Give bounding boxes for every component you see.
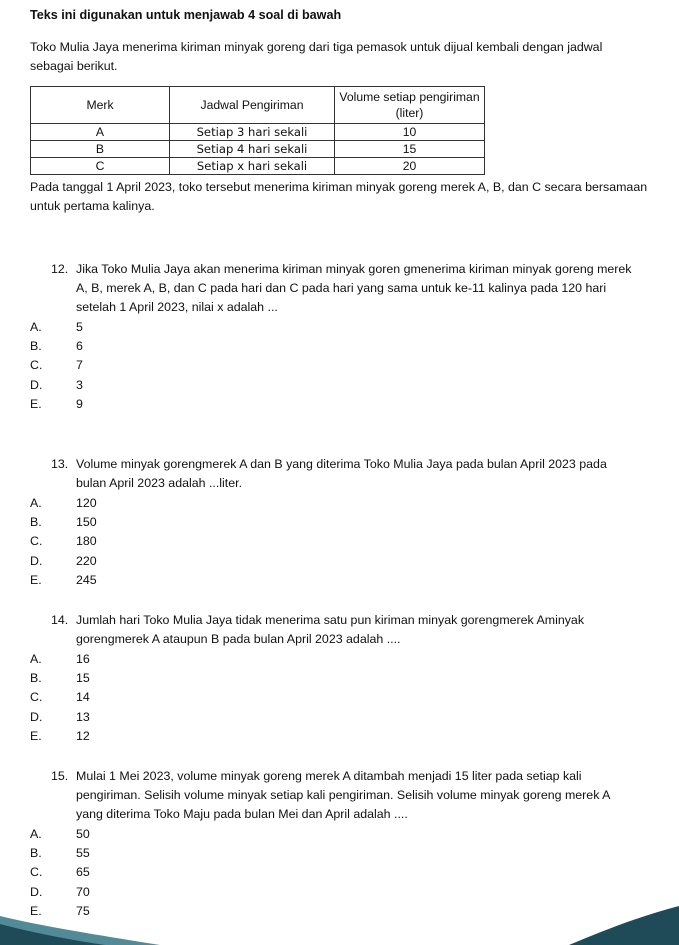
answer-option[interactable] — [30, 863, 640, 882]
question-15 — [30, 767, 640, 921]
table-header-row — [31, 87, 485, 124]
answer-option[interactable] — [30, 727, 640, 746]
cell-merk: C — [31, 158, 170, 175]
answer-option[interactable] — [30, 571, 640, 590]
option-letter: E. — [30, 396, 42, 411]
answer-option[interactable] — [30, 883, 640, 902]
option-letter: A. — [30, 496, 42, 510]
option-value: 180 — [76, 534, 97, 549]
option-list — [30, 494, 640, 590]
answer-option[interactable] — [30, 376, 640, 395]
answer-option[interactable] — [30, 395, 640, 414]
option-letter: C. — [30, 534, 43, 549]
option-letter: D. — [30, 553, 43, 568]
answer-option[interactable] — [30, 688, 640, 707]
question-12 — [30, 260, 640, 414]
option-value: 150 — [76, 515, 97, 530]
answer-option[interactable] — [30, 552, 640, 571]
answer-option[interactable] — [30, 825, 640, 844]
option-value: 5 — [76, 320, 83, 334]
context-note: Pada tanggal 1 April 2023, toko tersebut menerima kiriman minyak goreng merek A, B, dan C secara bersamaan untuk pertama kalinya. — [30, 180, 648, 213]
option-letter: A. — [30, 827, 42, 841]
option-value: 55 — [76, 846, 90, 861]
option-value: 3 — [76, 377, 83, 392]
option-value: 9 — [76, 396, 83, 411]
question-number: 12. — [51, 262, 69, 276]
option-letter: B. — [30, 515, 42, 530]
option-value: 50 — [76, 827, 90, 841]
cell-volume: 20 — [335, 158, 485, 175]
answer-option[interactable] — [30, 650, 640, 669]
question-text: Jumlah hari Toko Mulia Jaya tidak menerima satu pun kiriman minyak gorengmerek Aminyak gorengmerek A ataupun B pada bulan April 2023 adalah .... — [76, 613, 585, 646]
question-number: 13. — [51, 457, 69, 471]
instruction-heading: Teks ini digunakan untuk menjawab 4 soal di bawah — [30, 8, 342, 22]
option-value: 7 — [76, 358, 83, 373]
cell-jadwal: Setiap x hari sekali — [170, 158, 335, 175]
option-letter: A. — [30, 320, 42, 334]
option-letter: D. — [30, 377, 43, 392]
answer-option[interactable] — [30, 513, 640, 532]
cell-jadwal: Setiap 4 hari sekali — [170, 141, 335, 158]
answer-option[interactable] — [30, 337, 640, 356]
question-text: Volume minyak gorengmerek A dan B yang diterima Toko Mulia Jaya pada bulan April 2023 pada bulan April 2023 adalah ...liter. — [76, 457, 607, 490]
option-letter: E. — [30, 572, 42, 587]
option-value: 6 — [76, 339, 83, 354]
answer-option[interactable] — [30, 708, 640, 727]
option-letter: C. — [30, 690, 43, 705]
option-letter: A. — [30, 652, 42, 666]
question-14 — [30, 611, 640, 746]
cell-volume: 15 — [335, 141, 485, 158]
option-value: 245 — [76, 572, 97, 587]
table-row — [31, 158, 485, 175]
option-letter: C. — [30, 358, 43, 373]
option-list — [30, 650, 640, 746]
option-letter: D. — [30, 884, 43, 899]
answer-option[interactable] — [30, 494, 640, 513]
answer-option[interactable] — [30, 318, 640, 337]
option-letter: D. — [30, 709, 43, 724]
option-value: 16 — [76, 652, 90, 666]
option-value: 12 — [76, 728, 90, 743]
question-stem — [30, 455, 640, 493]
answer-option[interactable] — [30, 844, 640, 863]
question-text: Mulai 1 Mei 2023, volume minyak goreng merek A ditambah menjadi 15 liter pada setiap kali pengiriman. Selisih volume minyak setiap kali pengiriman. Selisih volume minyak goreng merek A yang diterima Toko Maju pada bulan Mei dan April adalah .... — [76, 769, 610, 821]
intro-paragraph: Toko Mulia Jaya menerima kiriman minyak goreng dari tiga pemasok untuk dijual kembali dengan jadwal sebagai berikut. — [30, 40, 603, 73]
option-value: 220 — [76, 553, 97, 568]
question-stem — [30, 260, 640, 317]
cell-merk: A — [31, 124, 170, 141]
option-value: 14 — [76, 690, 90, 705]
option-letter: B. — [30, 846, 42, 861]
question-13 — [30, 455, 640, 590]
header-jadwal: Jadwal Pengiriman — [170, 87, 335, 124]
supplier-schedule-table — [30, 86, 485, 175]
option-value: 120 — [76, 496, 97, 510]
option-value: 65 — [76, 865, 90, 880]
answer-option[interactable] — [30, 669, 640, 688]
answer-option[interactable] — [30, 356, 640, 375]
header-merk: Merk — [31, 87, 170, 124]
option-letter: E. — [30, 903, 42, 918]
option-list — [30, 318, 640, 414]
cell-volume: 10 — [335, 124, 485, 141]
question-number: 15. — [51, 769, 69, 783]
question-stem — [30, 767, 640, 824]
option-letter: B. — [30, 671, 42, 686]
question-number: 14. — [51, 613, 69, 627]
option-letter: E. — [30, 728, 42, 743]
option-value: 75 — [76, 903, 90, 918]
answer-option[interactable] — [30, 902, 640, 921]
option-value: 15 — [76, 671, 90, 686]
option-letter: B. — [30, 339, 42, 354]
header-volume: Volume setiap pengiriman (liter) — [335, 87, 485, 124]
answer-option[interactable] — [30, 532, 640, 551]
question-stem — [30, 611, 640, 649]
option-list — [30, 825, 640, 921]
option-value: 70 — [76, 884, 90, 899]
option-letter: C. — [30, 865, 43, 880]
option-value: 13 — [76, 709, 90, 724]
table-row — [31, 141, 485, 158]
question-text: Jika Toko Mulia Jaya akan menerima kiriman minyak goren gmenerima kiriman minyak goreng merek A, B, merek A, B, dan C pada hari dan C pada hari yang sama untuk ke-11 kalinya pada 120 hari setelah 1 April 2023, nilai x adalah ... — [76, 262, 632, 314]
cell-jadwal: Setiap 3 hari sekali — [170, 124, 335, 141]
table-row — [31, 124, 485, 141]
cell-merk: B — [31, 141, 170, 158]
